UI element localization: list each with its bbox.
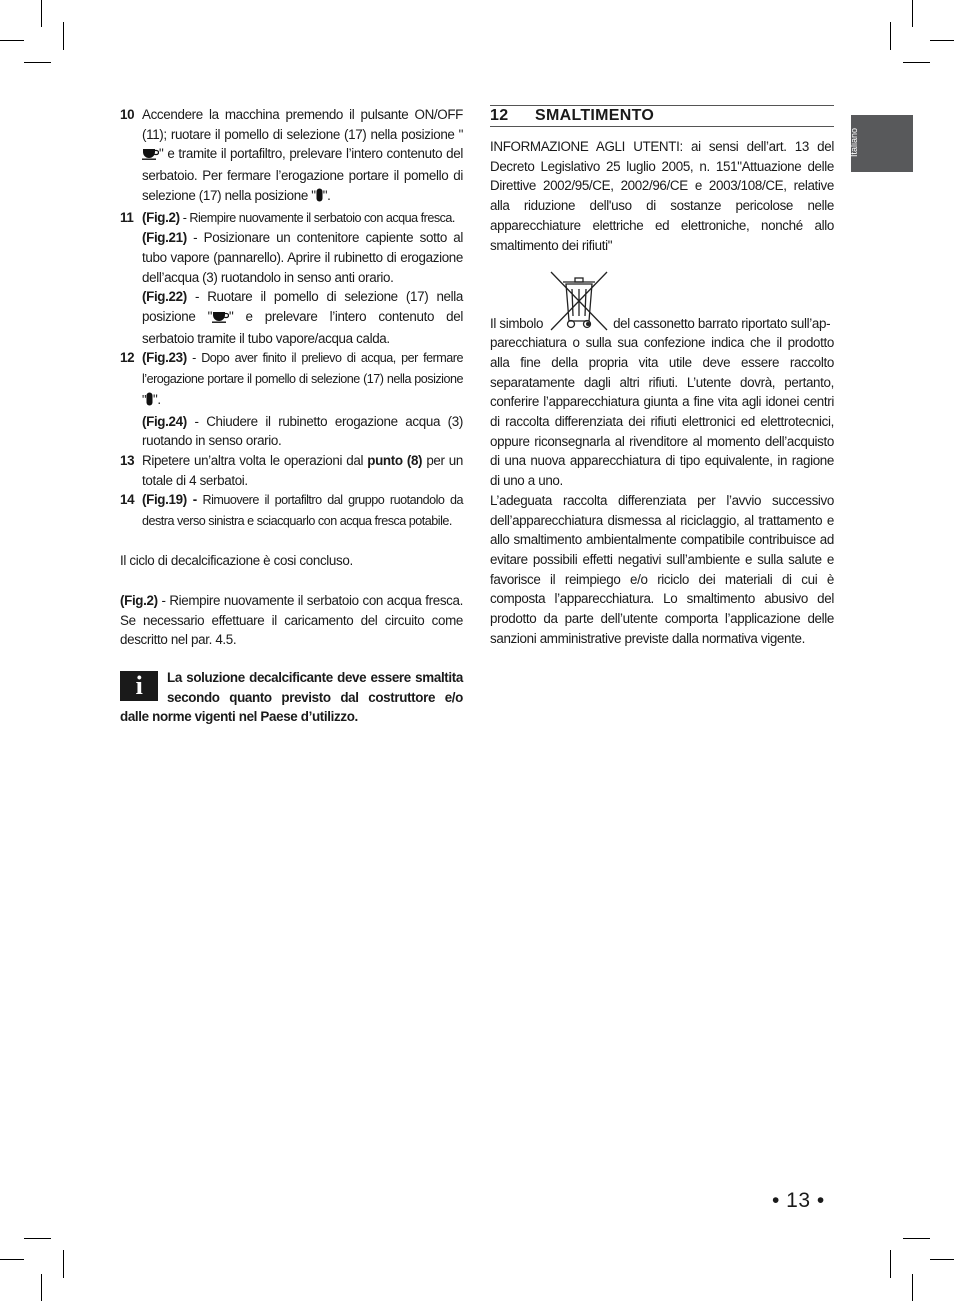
step-number: 13 [120, 452, 135, 468]
step-text: per un totale di 4 serbatoi. [142, 452, 463, 488]
weee-symbol-line [490, 269, 834, 333]
page-number: • 13 • [772, 1189, 825, 1212]
step-text: Rimuovere il portafiltro dal gruppo ruotandolo da destra verso sinistra e sciacquarlo con acqua fresca potabile. [142, 493, 464, 529]
fig-ref: (Fig.22) [142, 289, 187, 305]
step-text: - Posizionare un contenitore capiente sotto al tubo vapore (pannarello). Aprire il rubinetto di erogazione dell’acqua (3) ruotandolo in senso anti orario. [142, 230, 463, 285]
right-column [490, 105, 834, 648]
section-number: 12 [490, 107, 509, 125]
step-text: - Riempire nuovamente il serbatoio con acqua fresca. [179, 210, 455, 225]
drop-icon [146, 392, 153, 412]
step-text: Ripetere un’altra volta le operazioni dal [142, 452, 368, 468]
step-text: Accendere la macchina premendo il pulsante ON/OFF (11); ruotare il pomello di selezione (17) nella posizione " [142, 107, 463, 142]
section-title: SMALTIMENTO [535, 107, 655, 125]
step-11-sub-b [142, 287, 463, 348]
fig-ref: (Fig.23) [142, 350, 187, 366]
language-label: Italiano [849, 127, 859, 157]
crop-mark [63, 22, 64, 50]
step-number: 12 [120, 350, 135, 366]
crop-mark [41, 0, 42, 27]
left-column [120, 105, 463, 727]
crop-mark [903, 1238, 930, 1239]
step-11 [120, 208, 463, 229]
cup-icon [212, 309, 229, 329]
step-number: 10 [120, 107, 135, 122]
step-text: " e prelevare l’intero contenuto del serbatoio tramite il tubo vapore/acqua calda. [142, 309, 464, 346]
step-number: 14 [120, 492, 135, 508]
step-12-sub [142, 412, 463, 451]
crop-mark [912, 1274, 913, 1301]
crop-mark [0, 1259, 24, 1260]
crop-mark [24, 1238, 51, 1239]
step-text: - Ruotare il pomello di selezione (17) nella posizione " [142, 289, 463, 325]
crop-mark [930, 40, 954, 41]
symbol-intro-text: Il simbolo [490, 315, 544, 331]
refill-paragraph [120, 591, 463, 650]
disposal-paragraph: parecchiatura o sulla sua confezione indica che il prodotto alla fine della propria vita utile deve essere raccolto separatamente dagli altri rifiuti. L’utente dovrà, pertanto, conferire l’apparecchiatura giunta a fine vita agli idonei centri di raccolta differenziata dei rifiuti elettronici ed elettrotecnici, oppure riconsegnarla al rivenditore al momento dell’acquisto di una nuova apparecchiatura di tipo equivalente, in ragione di uno a uno. [490, 335, 834, 489]
fig-ref: (Fig.21) [142, 230, 187, 246]
crop-mark [890, 22, 891, 50]
step-ref: punto (8) [367, 452, 423, 468]
info-note-text: La soluzione decalcificante deve essere smaltita secondo quanto previsto dal costruttore e/o dalle norme vigenti nel Paese d’utilizzo. [120, 669, 463, 725]
crop-mark [24, 62, 51, 63]
step-text: - Chiudere il rubinetto erogazione acqua (3) ruotando in senso orario. [142, 413, 463, 449]
symbol-description-text: del cassonetto barrato riportato sull’ap- [613, 315, 831, 331]
drop-icon [316, 188, 323, 208]
crop-mark [890, 1250, 891, 1278]
step-text: - Dopo aver finito il prelievo di acqua, per fermare l’erogazione portare il pomello di selezione (17) nella posizione " [142, 351, 463, 407]
crop-mark [41, 1274, 42, 1301]
step-text: ". [322, 187, 331, 203]
step-13 [120, 451, 463, 490]
fig-ref: (Fig.2) [142, 209, 180, 225]
fig-ref: (Fig.2) [120, 592, 158, 608]
crop-mark [912, 0, 913, 27]
cycle-done-text: Il ciclo di decalcificazione è cosi concluso. [120, 553, 353, 569]
step-12 [120, 348, 463, 411]
info-note [120, 668, 463, 727]
step-10 [120, 105, 463, 208]
crop-mark [63, 1250, 64, 1278]
info-icon: i [120, 671, 158, 701]
cup-icon [142, 146, 159, 166]
language-tab [851, 115, 913, 172]
fig-ref: (Fig.19) - [142, 492, 197, 508]
section-heading [490, 105, 834, 127]
crop-mark [903, 62, 930, 63]
step-number: 11 [120, 209, 134, 225]
step-11-sub-a [142, 228, 463, 287]
crop-mark [0, 40, 24, 41]
crossed-bin-icon [546, 269, 612, 333]
step-text: ". [152, 391, 161, 407]
users-info-paragraph: INFORMAZIONE AGLI UTENTI: ai sensi dell’art. 13 del Decreto Legislativo 25 luglio 2005, n. 151"Attuazione delle Direttive 2002/95/CE, 2002/96/CE e 2003/108/CE, relative alla riduzione dell'uso di sostanze pericolose nelle apparecchiature elettriche ed elettroniche, nonché allo smaltimento dei rifiuti" [490, 139, 834, 253]
recycling-paragraph: L’adeguata raccolta differenziata per l’avvio successivo dell’apparecchiatura dismessa al riciclaggio, al trattamento e allo smaltimento ambientalmente compatibile contribuisce ad evitare possibili effetti negativi sull’ambiente e sulla salute e favorisce il reimpiego e/o riciclo dei materiali di cui è composta l’apparecchiatura. Lo smaltimento abusivo del prodotto da parte dell’utente comporta l’applicazione delle sanzioni amministrative previste dalla normativa vigente. [490, 492, 834, 646]
crop-mark [930, 1259, 954, 1260]
refill-text: - Riempire nuovamente il serbatoio con acqua fresca. Se necessario effettuare il caricamento del circuito come descritto nel par. 4.5. [120, 592, 463, 648]
step-14 [120, 490, 463, 531]
step-text: " e tramite il portafiltro, prelevare l’intero contenuto del serbatoio. Per fermare l’erogazione portare il pomello di selezione (17) nella posizione " [142, 146, 463, 203]
fig-ref: (Fig.24) [142, 413, 187, 429]
